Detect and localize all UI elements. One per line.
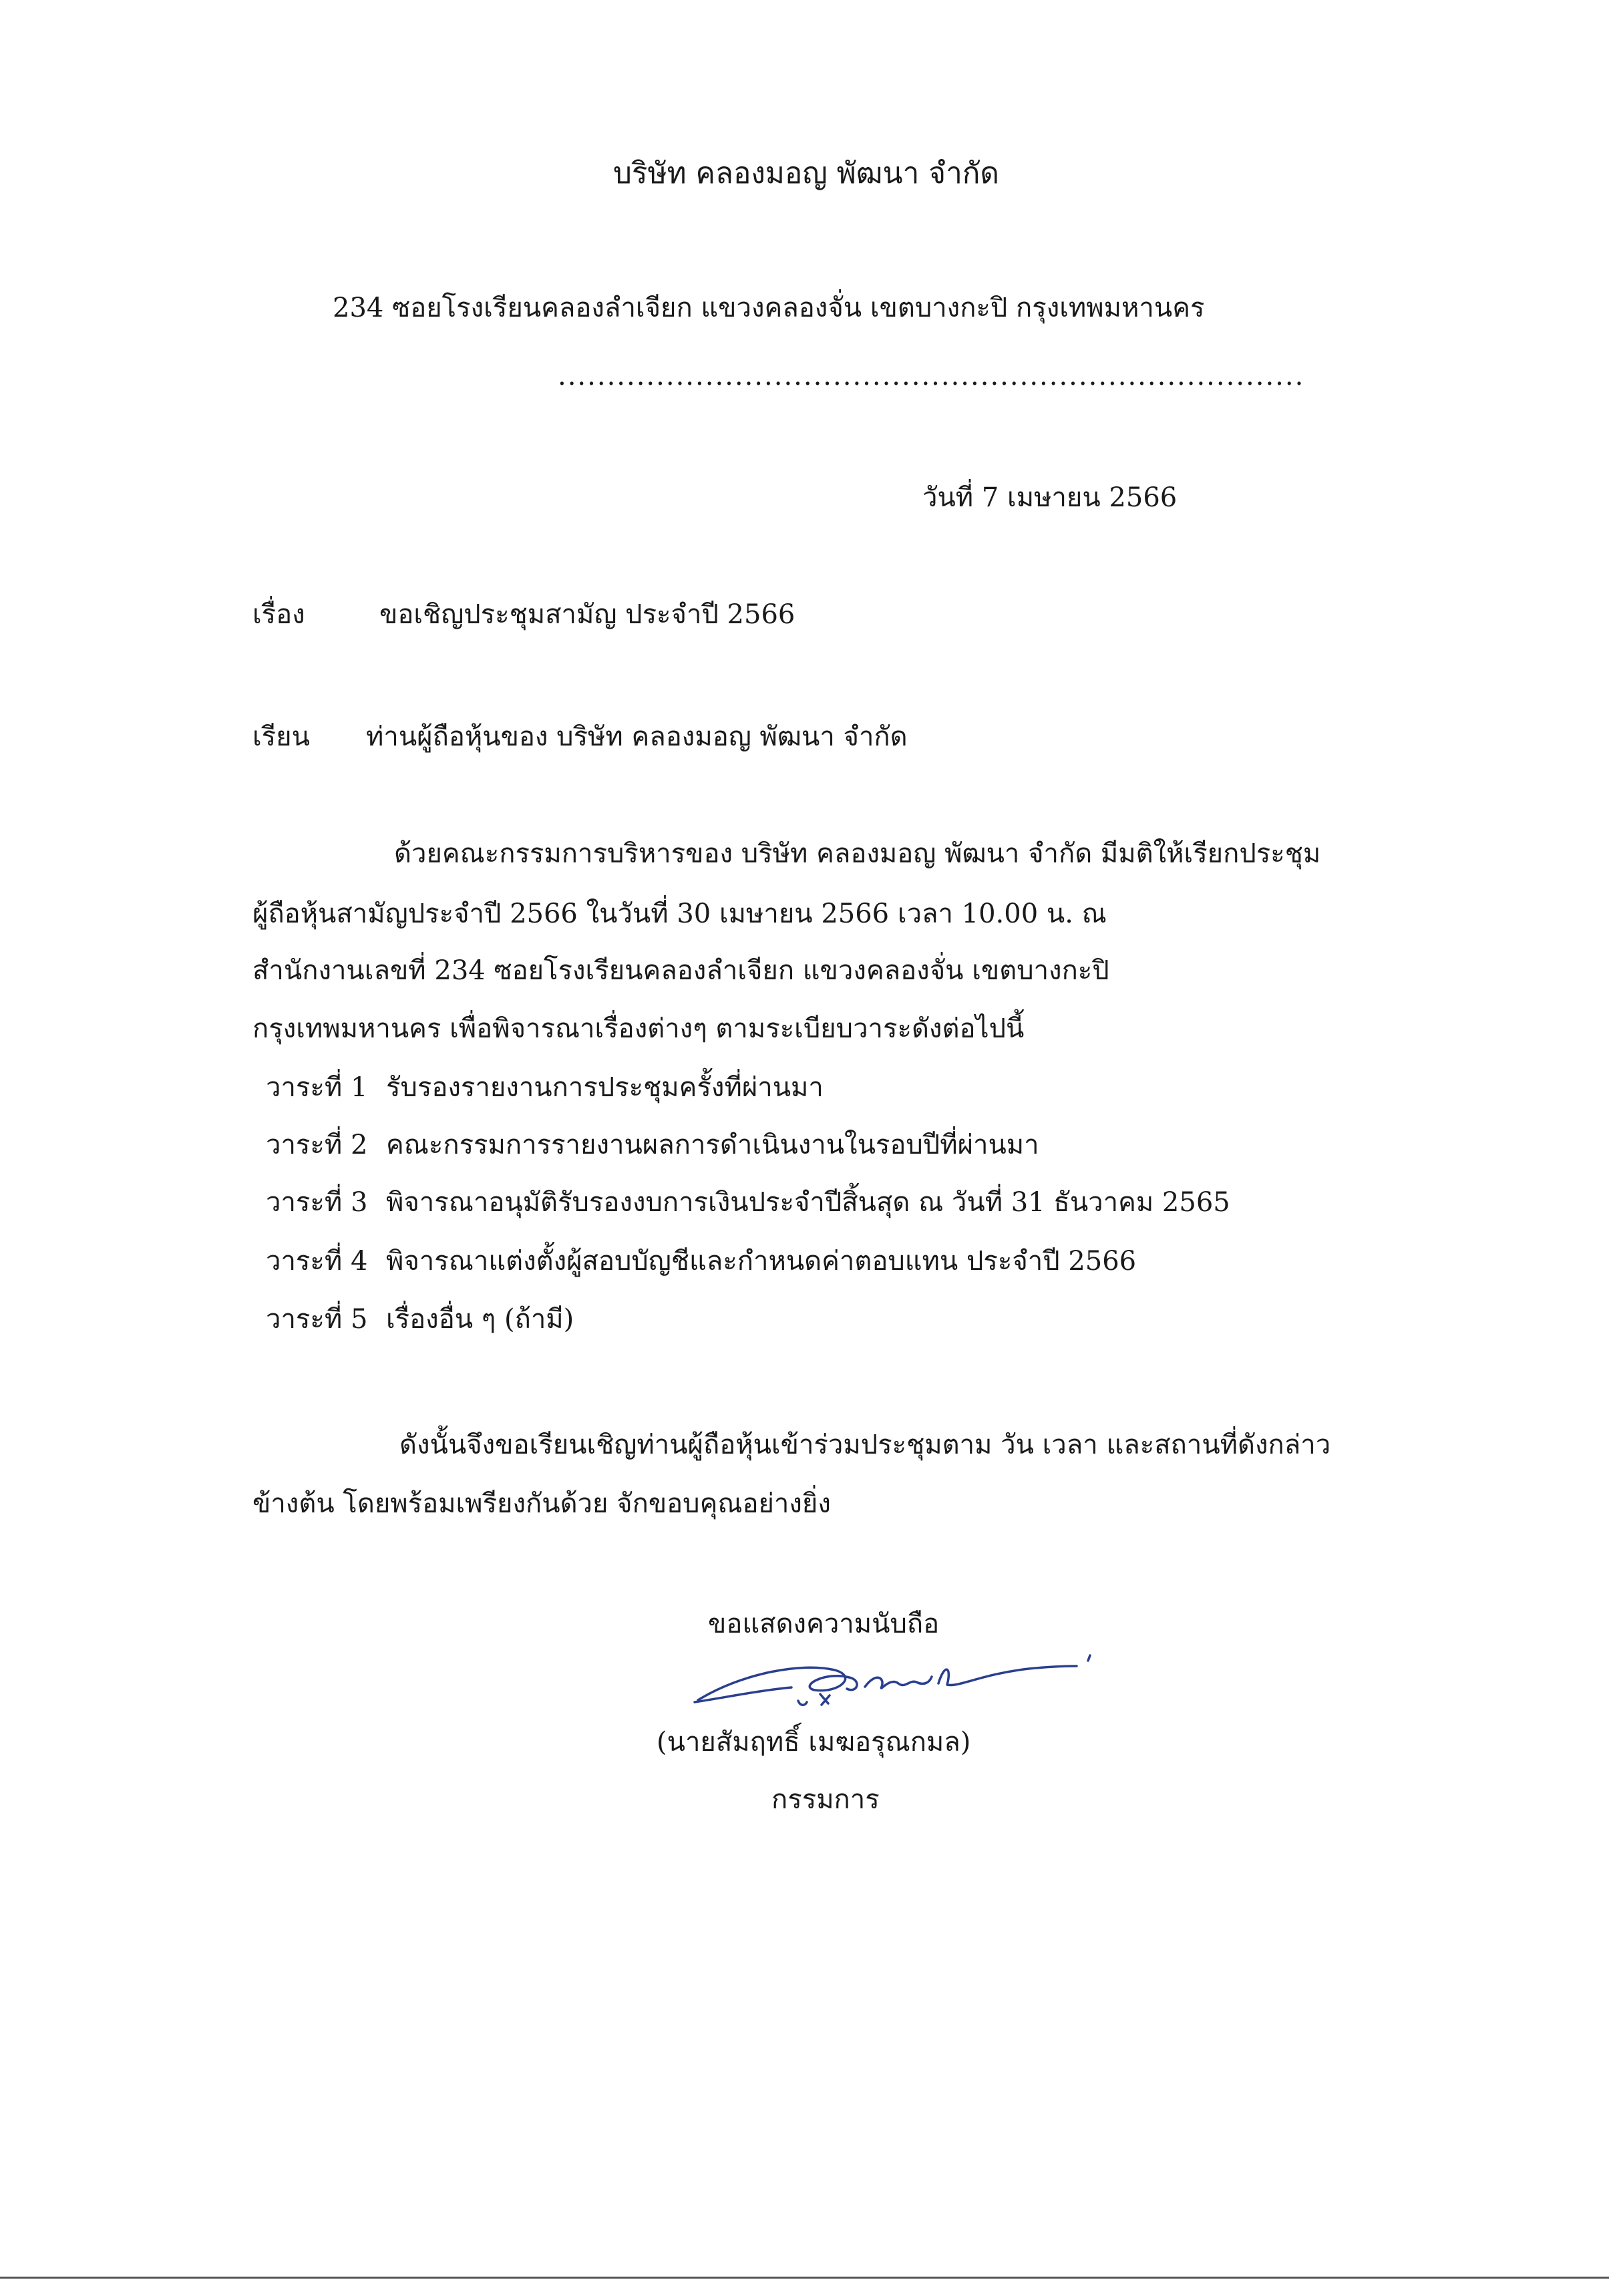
agenda-text: รับรองรายงานการประชุมครั้งที่ผ่านมา	[386, 1072, 824, 1103]
subject-label: เรื่อง	[252, 599, 305, 630]
scan-edge-line	[0, 2277, 1609, 2279]
agenda-item	[266, 1306, 574, 1333]
agenda-number: วาระที่ 3	[266, 1187, 368, 1218]
agenda-item	[266, 1248, 1136, 1275]
paragraph1-line: สำนักงานเลขที่ 234 ซอยโรงเรียนคลองลำเจียก แขวงคลองจั่น เขตบางกะปิ	[252, 955, 1109, 986]
paragraph1-line: ผู้ถือหุ้นสามัญประจำปี 2566 ในวันที่ 30 เมษายน 2566 เวลา 10.00 น. ณ	[252, 898, 1107, 929]
agenda-text: พิจารณาแต่งตั้งผู้สอบบัญชีและกำหนดค่าตอบแทน ประจำปี 2566	[386, 1246, 1137, 1277]
company-address: 234 ซอยโรงเรียนคลองลำเจียก แขวงคลองจั่น เขตบางกะปิ กรุงเทพมหานคร	[333, 293, 1205, 323]
paragraph2-line: ข้างต้น โดยพร้อมเพรียงกันด้วย จักขอบคุณอย่างยิ่ง	[252, 1488, 831, 1519]
letter-date: วันที่ 7 เมษายน 2566	[922, 482, 1178, 513]
agenda-text: คณะกรรมการรายงานผลการดำเนินงานในรอบปีที่ผ่านมา	[386, 1130, 1039, 1160]
company-name: บริษัท คลองมอญ พัฒนา จำกัด	[613, 156, 999, 190]
agenda-text: เรื่องอื่น ๆ (ถ้ามี)	[386, 1304, 574, 1335]
signer-name: (นายสัมฤทธิ์ เมฆอรุณกมล)	[657, 1727, 971, 1758]
agenda-item	[266, 1074, 824, 1101]
paragraph1-line: กรุงเทพมหานคร เพื่อพิจารณาเรื่องต่างๆ ตามระเบียบวาระดังต่อไปนี้	[252, 1013, 1025, 1044]
agenda-text: พิจารณาอนุมัติรับรองงบการเงินประจำปีสิ้นสุด ณ วันที่ 31 ธันวาคม 2565	[386, 1187, 1230, 1218]
dotted-line: ............................................................................	[558, 361, 1305, 391]
agenda-number: วาระที่ 2	[266, 1130, 368, 1160]
paragraph2-line: ดังนั้นจึงขอเรียนเชิญท่านผู้ถือหุ้นเข้าร่วมประชุมตาม วัน เวลา และสถานที่ดังกล่าว	[399, 1430, 1331, 1460]
addressee-text: ท่านผู้ถือหุ้นของ บริษัท คลองมอญ พัฒนา จำกัด	[366, 721, 908, 752]
agenda-number: วาระที่ 1	[266, 1072, 368, 1103]
subject-text: ขอเชิญประชุมสามัญ ประจำปี 2566	[379, 599, 795, 630]
closing-salutation: ขอแสดงความนับถือ	[708, 1609, 940, 1639]
agenda-item	[266, 1189, 1230, 1216]
paragraph1-line: ด้วยคณะกรรมการบริหารของ บริษัท คลองมอญ พัฒนา จำกัด มีมติให้เรียกประชุม	[394, 838, 1321, 869]
agenda-item	[266, 1132, 1039, 1158]
agenda-number: วาระที่ 5	[266, 1304, 368, 1335]
signer-title: กรรมการ	[771, 1784, 880, 1815]
signature-image	[681, 1623, 1095, 1724]
addressee-label: เรียน	[252, 721, 310, 752]
agenda-number: วาระที่ 4	[266, 1246, 368, 1277]
